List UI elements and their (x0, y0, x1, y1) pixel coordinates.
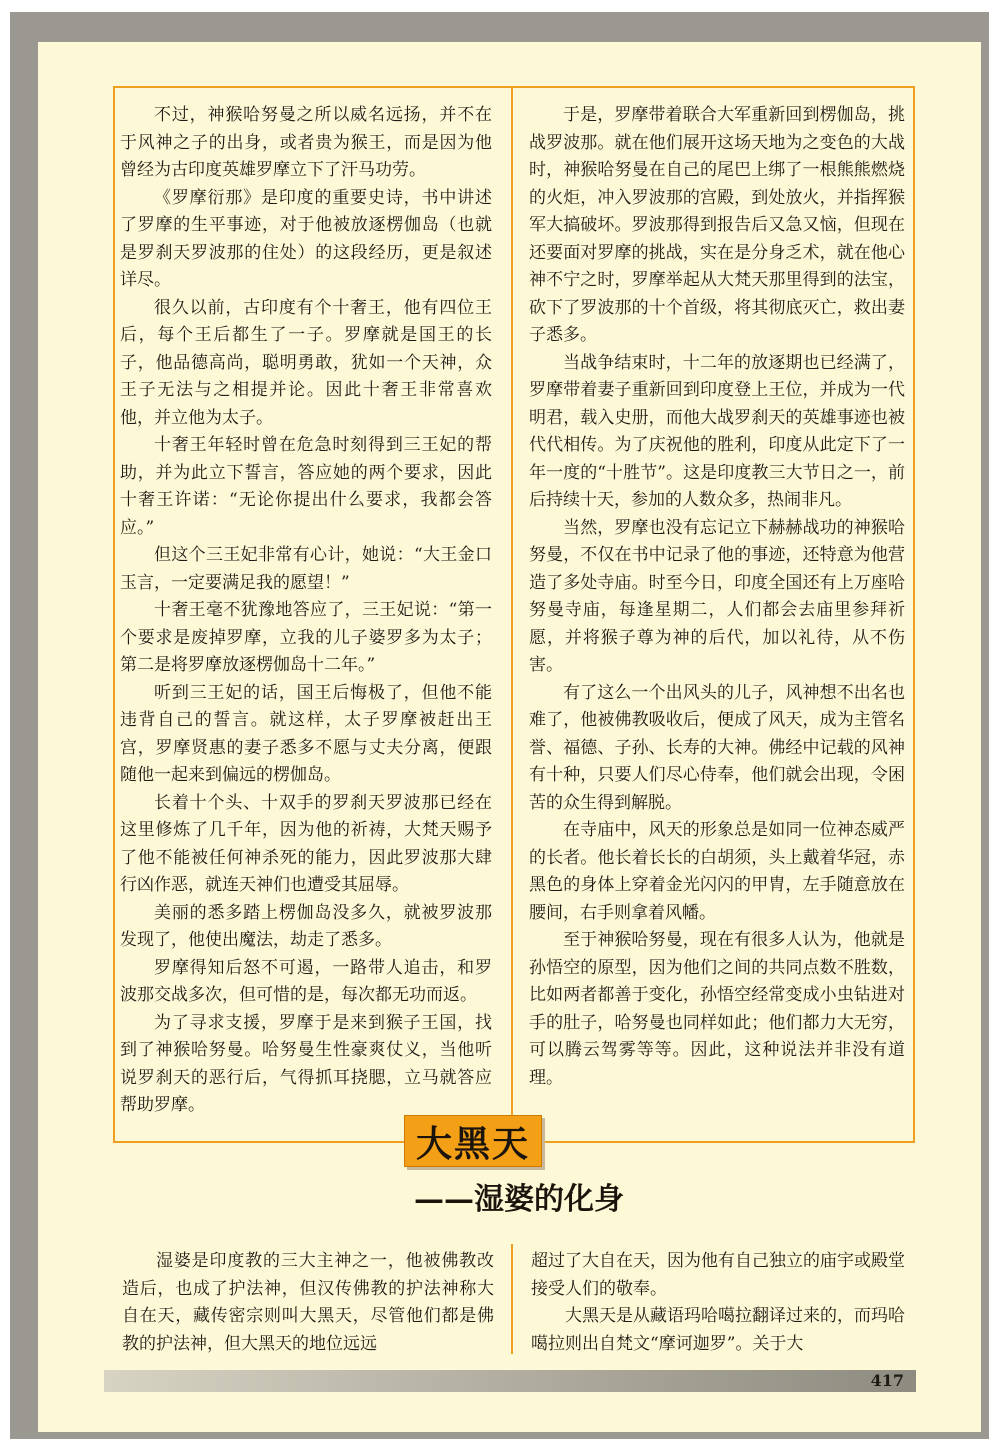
footer-bar (104, 1370, 916, 1392)
paragraph: 很久以前，古印度有个十奢王，他有四位王后，每个王后都生了一子。罗摩就是国王的长子，他品德高尚，聪明勇敢，犹如一个天神，众王子无法与之相提并论。因此十奢王非常喜欢他，并立他为太子。 (120, 297, 492, 428)
page-number: 417 (870, 1371, 904, 1390)
divider-top (113, 86, 915, 88)
article-column-left (120, 102, 492, 1120)
paragraph: 为了寻求支援，罗摩于是来到猴子王国，找到了神猴哈努曼。哈努曼生性豪爽仗义，当他听说罗刹天的恶行后，气得抓耳挠腮，立马就答应帮助罗摩。 (120, 1012, 492, 1115)
paragraph: 当然，罗摩也没有忘记立下赫赫战功的神猴哈努曼，不仅在书中记录了他的事迹，还特意为他营造了多处寺庙。时至今日，印度全国还有上万座哈努曼寺庙，每逢星期二，人们都会去庙里参拜祈愿，并将猴子尊为神的后代，加以礼待，从不伤害。 (529, 517, 905, 675)
paragraph-continuation: 超过了大自在天，因为他有自己独立的庙宇或殿堂接受人们的敬奉。 (531, 1251, 905, 1299)
paragraph: 在寺庙中，风天的形象总是如同一位神态威严的长者。他长着长长的白胡须，头上戴着华冠，赤黑色的身体上穿着金光闪闪的甲胄，左手随意放在腰间，右手则拿着风幡。 (529, 820, 905, 923)
section-title: 大黑天 (404, 1115, 542, 1167)
paragraph: 但这个三王妃非常有心计，她说：“大王金口玉言，一定要满足我的愿望！” (120, 545, 492, 593)
paragraph: 有了这么一个出风头的儿子，风神想不出名也难了，他被佛教吸收后，便成了风天，成为主管名誉、福德、子孙、长寿的大神。佛经中记载的风神有十种，只要人们尽心侍奉，他们就会出现，令困苦的众生得到解脱。 (529, 682, 905, 813)
section-subtitle: ——湿婆的化身 (414, 1182, 624, 1217)
paragraph: 湿婆是印度教的三大主神之一，他被佛教改造后，也成了护法神，但汉传佛教的护法神称大自在天，藏传密宗则叫大黑天，尽管他们都是佛教的护法神，但大黑天的地位远远 (122, 1251, 494, 1354)
paragraph: 于是，罗摩带着联合大军重新回到楞伽岛，挑战罗波那。就在他们展开这场天地为之变色的大战时，神猴哈努曼在自己的尾巴上绑了一根熊熊燃烧的火炬，冲入罗波那的宫殿，到处放火，并指挥猴军大搞破坏。罗波那得到报告后又急又恼，但现在还要面对罗摩的挑战，实在是分身乏术，就在他心神不宁之时，罗摩举起从大梵天那里得到的法宝，砍下了罗波那的十个首级，将其彻底灭亡，救出妻子悉多。 (529, 105, 905, 345)
paragraph: 大黑天是从藏语玛哈噶拉翻译过来的，而玛哈噶拉则出自梵文“摩诃迦罗”。关于大 (531, 1306, 905, 1354)
paragraph: 不过，神猴哈努曼之所以威名远扬，并不在于风神之子的出身，或者贵为猴王，而是因为他曾经为古印度英雄罗摩立下了汗马功劳。 (120, 105, 492, 180)
divider-right (913, 86, 915, 1143)
paragraph: 《罗摩衍那》是印度的重要史诗，书中讲述了罗摩的生平事迹，对于他被放逐楞伽岛（也就是罗刹天罗波那的住处）的这段经历，更是叙述详尽。 (120, 187, 492, 290)
section-column-left (122, 1248, 494, 1358)
paragraph: 听到三王妃的话，国王后悔极了，但他不能违背自己的誓言。就这样，太子罗摩被赶出王宫，罗摩贤惠的妻子悉多不愿与丈夫分离，便跟随他一起来到偏远的楞伽岛。 (120, 682, 492, 785)
divider-left (113, 86, 115, 1143)
paragraph: 美丽的悉多踏上楞伽岛没多久，就被罗波那发现了，他使出魔法，劫走了悉多。 (120, 902, 492, 950)
paragraph: 十奢王年轻时曾在危急时刻得到三王妃的帮助，并为此立下誓言，答应她的两个要求，因此十奢王许诺：“无论你提出什么要求，我都会答应。” (120, 435, 492, 538)
divider-center (511, 86, 513, 1143)
paragraph: 当战争结束时，十二年的放逐期也已经满了，罗摩带着妻子重新回到印度登上王位，并成为一代明君，载入史册，而他大战罗刹天的英雄事迹也被代代相传。为了庆祝他的胜利，印度从此定下了一年一度的“十胜节”。这是印度教三大节日之一，前后持续十天，参加的人数众多，热闹非凡。 (529, 352, 905, 510)
article-column-right (529, 102, 905, 1092)
divider-center-bottom (511, 1244, 513, 1354)
paragraph: 至于神猴哈努曼，现在有很多人认为，他就是孙悟空的原型，因为他们之间的共同点数不胜数，比如两者都善于变化，孙悟空经常变成小虫钻进对手的肚子，哈努曼也同样如此；他们都力大无穷，可以腾云驾雾等等。因此，这种说法并非没有道理。 (529, 930, 905, 1088)
paragraph: 长着十个头、十双手的罗刹天罗波那已经在这里修炼了几千年，因为他的祈祷，大梵天赐予了他不能被任何神杀死的能力，因此罗波那大肆行凶作恶，就连天神们也遭受其屈辱。 (120, 792, 492, 895)
section-column-right (531, 1248, 905, 1358)
paragraph: 十奢王毫不犹豫地答应了，三王妃说：“第一个要求是废掉罗摩，立我的儿子婆罗多为太子；第二是将罗摩放逐楞伽岛十二年。” (120, 600, 492, 675)
paragraph: 罗摩得知后怒不可遏，一路带人追击，和罗波那交战多次，但可惜的是，每次都无功而返。 (120, 957, 492, 1005)
